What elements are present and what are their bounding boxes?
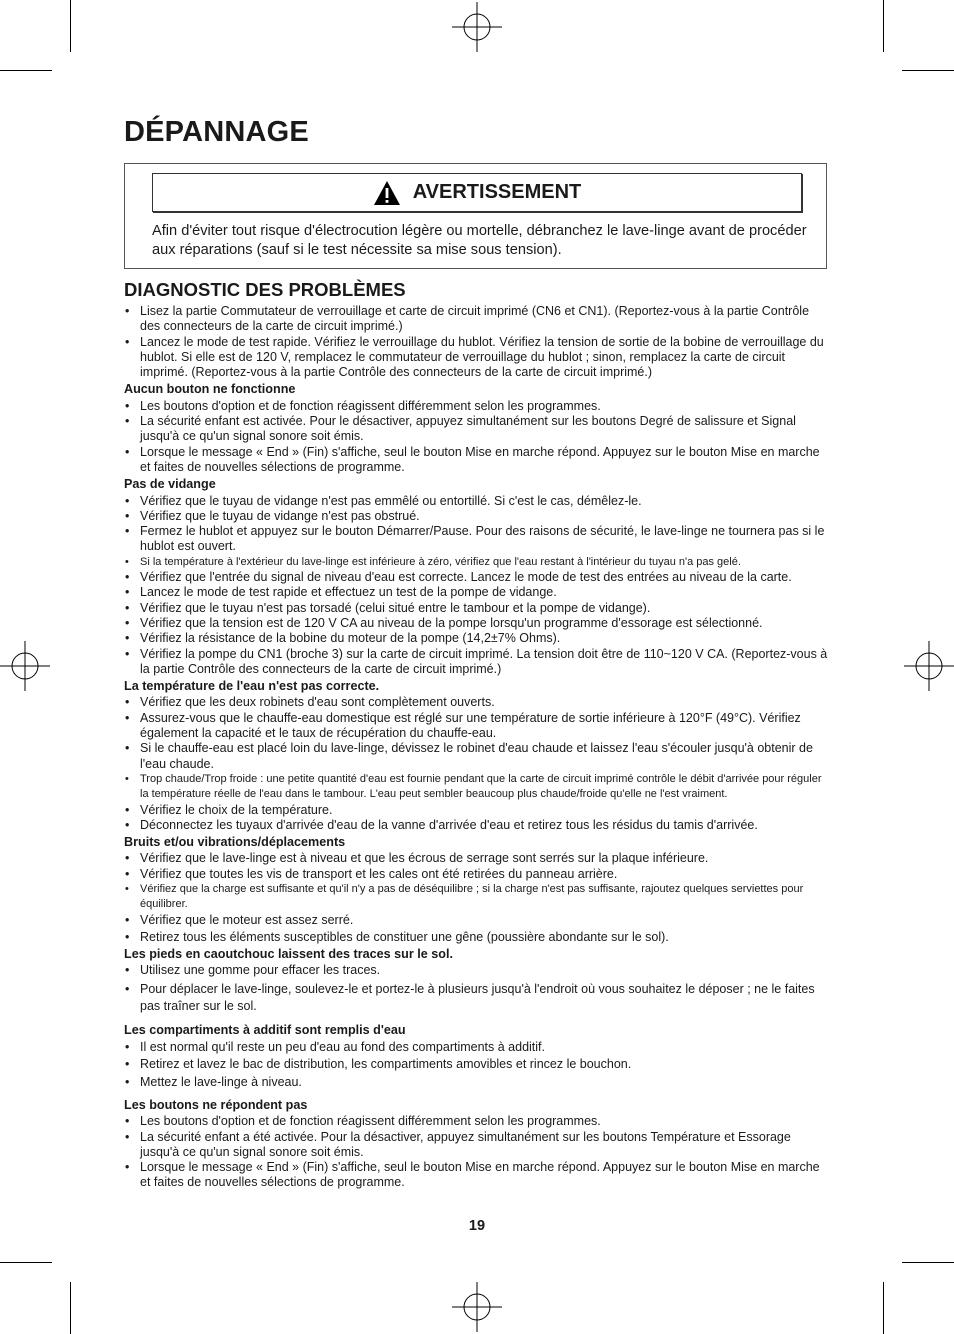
- list-item: • Vérifiez que la tension est de 120 V CA au niveau de la pompe lorsqu'un programme d'essorage est sélectionné.: [124, 616, 831, 631]
- list-water-temperature: [124, 695, 831, 833]
- warning-triangle-icon: [373, 180, 401, 206]
- list-item: • Vérifiez que les deux robinets d'eau sont complètement ouverts.: [124, 695, 831, 710]
- list-noise-vibration: [124, 851, 831, 945]
- subheading-rubber-feet: Les pieds en caoutchouc laissent des traces sur le sol.: [124, 947, 453, 962]
- list-item: • Les boutons d'option et de fonction réagissent différemment selon les programmes.: [124, 399, 831, 414]
- list-item: • Utilisez une gomme pour effacer les traces.: [124, 963, 831, 978]
- crop-mark: [902, 1262, 954, 1263]
- list-no-button: [124, 399, 831, 475]
- warning-header: [152, 173, 802, 212]
- list-item: • Vérifiez que le tuyau de vidange n'est pas emmêlé ou entortillé. Si c'est le cas, démêlez-le.: [124, 494, 831, 509]
- list-item: • Vérifiez la résistance de la bobine du moteur de la pompe (14,2±7% Ohms).: [124, 631, 831, 646]
- page-title: DÉPANNAGE: [124, 116, 309, 148]
- subheading-water-temperature: La température de l'eau n'est pas correcte.: [124, 679, 380, 694]
- registration-mark-icon: [452, 1282, 502, 1332]
- list-item: • Retirez tous les éléments susceptibles de constituer une gêne (poussière abondante sur le sol).: [124, 930, 831, 945]
- registration-mark-icon: [904, 641, 954, 691]
- list-item: • Vérifiez la pompe du CN1 (broche 3) sur la carte de circuit imprimé. La tension doit être de 110~120 V CA. (Reportez-vous à la partie Contrôle des connecteurs de la carte de circuit imprimé.): [124, 647, 831, 678]
- section-title: DIAGNOSTIC DES PROBLÈMES: [124, 279, 406, 300]
- crop-mark: [902, 70, 954, 71]
- page-number: 19: [468, 1218, 486, 1234]
- subheading-no-drain: Pas de vidange: [124, 477, 216, 492]
- list-item: • Fermez le hublot et appuyez sur le bouton Démarrer/Pause. Pour des raisons de sécurité, le lave-linge ne tournera pas si le hublot est ouvert.: [124, 524, 831, 555]
- list-item: • Retirez et lavez le bac de distribution, les compartiments amovibles et rincez le bouchon.: [124, 1057, 831, 1072]
- list-item: • Vérifiez que le lave-linge est à niveau et que les écrous de serrage sont serrés sur la plaque inférieure.: [124, 851, 831, 866]
- list-item: • Trop chaude/Trop froide : une petite quantité d'eau est fournie pendant que la carte de circuit imprimé contrôle le débit d'arrivée pour réguler la température réelle de l'eau dans le tambour. L'eau peut sembler beaucoup plus chaude/froide qu'elle ne l'est vraiment.: [124, 772, 831, 803]
- crop-mark: [70, 1282, 71, 1334]
- crop-mark: [0, 70, 52, 71]
- list-item: • Vérifiez que le tuyau de vidange n'est pas obstrué.: [124, 509, 831, 524]
- crop-mark: [883, 0, 884, 52]
- crop-mark: [70, 0, 71, 52]
- list-item: • Les boutons d'option et de fonction réagissent différemment selon les programmes.: [124, 1114, 831, 1129]
- list-item: • Si le chauffe-eau est placé loin du lave-linge, dévissez le robinet d'eau chaude et laissez l'eau s'écouler jusqu'à obtenir de l'eau chaude.: [124, 741, 831, 772]
- list-dispenser-water: [124, 1040, 831, 1090]
- list-item: • Assurez-vous que le chauffe-eau domestique est réglé sur une température de sortie inférieure à 120°F (49°C). Vérifiez également la capacité et le taux de récupération du chauffe-eau.: [124, 711, 831, 742]
- registration-mark-icon: [0, 641, 50, 691]
- list-item: • Il est normal qu'il reste un peu d'eau au fond des compartiments à additif.: [124, 1040, 831, 1055]
- list-no-drain: [124, 494, 831, 678]
- list-item: • Lancez le mode de test rapide et effectuez un test de la pompe de vidange.: [124, 585, 831, 600]
- list-item: • La sécurité enfant est activée. Pour le désactiver, appuyez simultanément sur les boutons Degré de salissure et Signal jusqu'à ce qu'un signal sonore soit émis.: [124, 414, 831, 445]
- warning-title: AVERTISSEMENT: [412, 181, 582, 203]
- list-rubber-feet: [124, 963, 831, 1014]
- subheading-buttons-not-responding: Les boutons ne répondent pas: [124, 1097, 308, 1112]
- warning-text: Afin d'éviter tout risque d'électrocution légère ou mortelle, débranchez le lave-linge avant de procéder aux réparations (sauf si le test nécessite sa mise sous tension).: [152, 223, 807, 258]
- list-item: • Lisez la partie Commutateur de verrouillage et carte de circuit imprimé (CN6 et CN1). (Reportez-vous à la partie Contrôle des connecteurs de la carte de circuit imprimé.): [124, 304, 831, 335]
- troubleshooting-content: [124, 304, 831, 1191]
- registration-mark-icon: [452, 2, 502, 52]
- crop-mark: [883, 1282, 884, 1334]
- list-item: • Vérifiez que le moteur est assez serré.: [124, 913, 831, 928]
- warning-box: [124, 163, 827, 269]
- list-item: • Mettez le lave-linge à niveau.: [124, 1075, 831, 1090]
- list-item: • Vérifiez le choix de la température.: [124, 803, 831, 818]
- list-item: • Lorsque le message « End » (Fin) s'affiche, seul le bouton Mise en marche répond. Appuyez sur le bouton Mise en marche et faites de nouvelles sélections de programme.: [124, 445, 831, 476]
- list-item: • Lorsque le message « End » (Fin) s'affiche, seul le bouton Mise en marche répond. Appuyez sur le bouton Mise en marche et faites de nouvelles sélections de programme.: [124, 1160, 831, 1191]
- subheading-noise-vibration: Bruits et/ou vibrations/déplacements: [124, 835, 346, 850]
- list-buttons-not-responding: [124, 1114, 831, 1190]
- subheading-dispenser-water: Les compartiments à additif sont remplis d'eau: [124, 1022, 406, 1037]
- list-item: • Déconnectez les tuyaux d'arrivée d'eau de la vanne d'arrivée d'eau et retirez tous les résidus du tamis d'arrivée.: [124, 818, 831, 833]
- list-item: • Si la température à l'extérieur du lave-linge est inférieure à zéro, vérifiez que l'eau restant à l'intérieur du tuyau n'a pas gelé.: [124, 555, 831, 570]
- list-item: • Vérifiez que l'entrée du signal de niveau d'eau est correcte. Lancez le mode de test des entrées au niveau de la carte.: [124, 570, 831, 585]
- list-item: • La sécurité enfant a été activée. Pour la désactiver, appuyez simultanément sur les boutons Température et Essorage jusqu'à ce qu'un signal sonore soit émis.: [124, 1130, 831, 1161]
- crop-mark: [0, 1262, 52, 1263]
- list-item: • Vérifiez que la charge est suffisante et qu'il n'y a pas de déséquilibre ; si la charge n'est pas suffisante, rajoutez quelques serviettes pour équilibrer.: [124, 882, 831, 913]
- list-item: • Vérifiez que le tuyau n'est pas torsadé (celui situé entre le tambour et la pompe de vidange).: [124, 601, 831, 616]
- list-item: • Lancez le mode de test rapide. Vérifiez le verrouillage du hublot. Vérifiez la tension de sortie de la bobine de verrouillage du hublot. Si elle est de 120 V, remplacez le commutateur de verrouillage du hublot ; sinon, remplacez la carte de circuit imprimé. (Reportez-vous à la partie Contrôle des connecteurs de la carte de circuit imprimé.): [124, 335, 831, 381]
- list-item: • Vérifiez que toutes les vis de transport et les cales ont été retirées du panneau arrière.: [124, 867, 831, 882]
- intro-list: [124, 304, 831, 380]
- subheading-no-button: Aucun bouton ne fonctionne: [124, 382, 296, 397]
- list-item: • Pour déplacer le lave-linge, soulevez-le et portez-le à plusieurs jusqu'à l'endroit où vous souhaitez le déposer ; ne le faites pas traîner sur le sol.: [124, 981, 831, 1015]
